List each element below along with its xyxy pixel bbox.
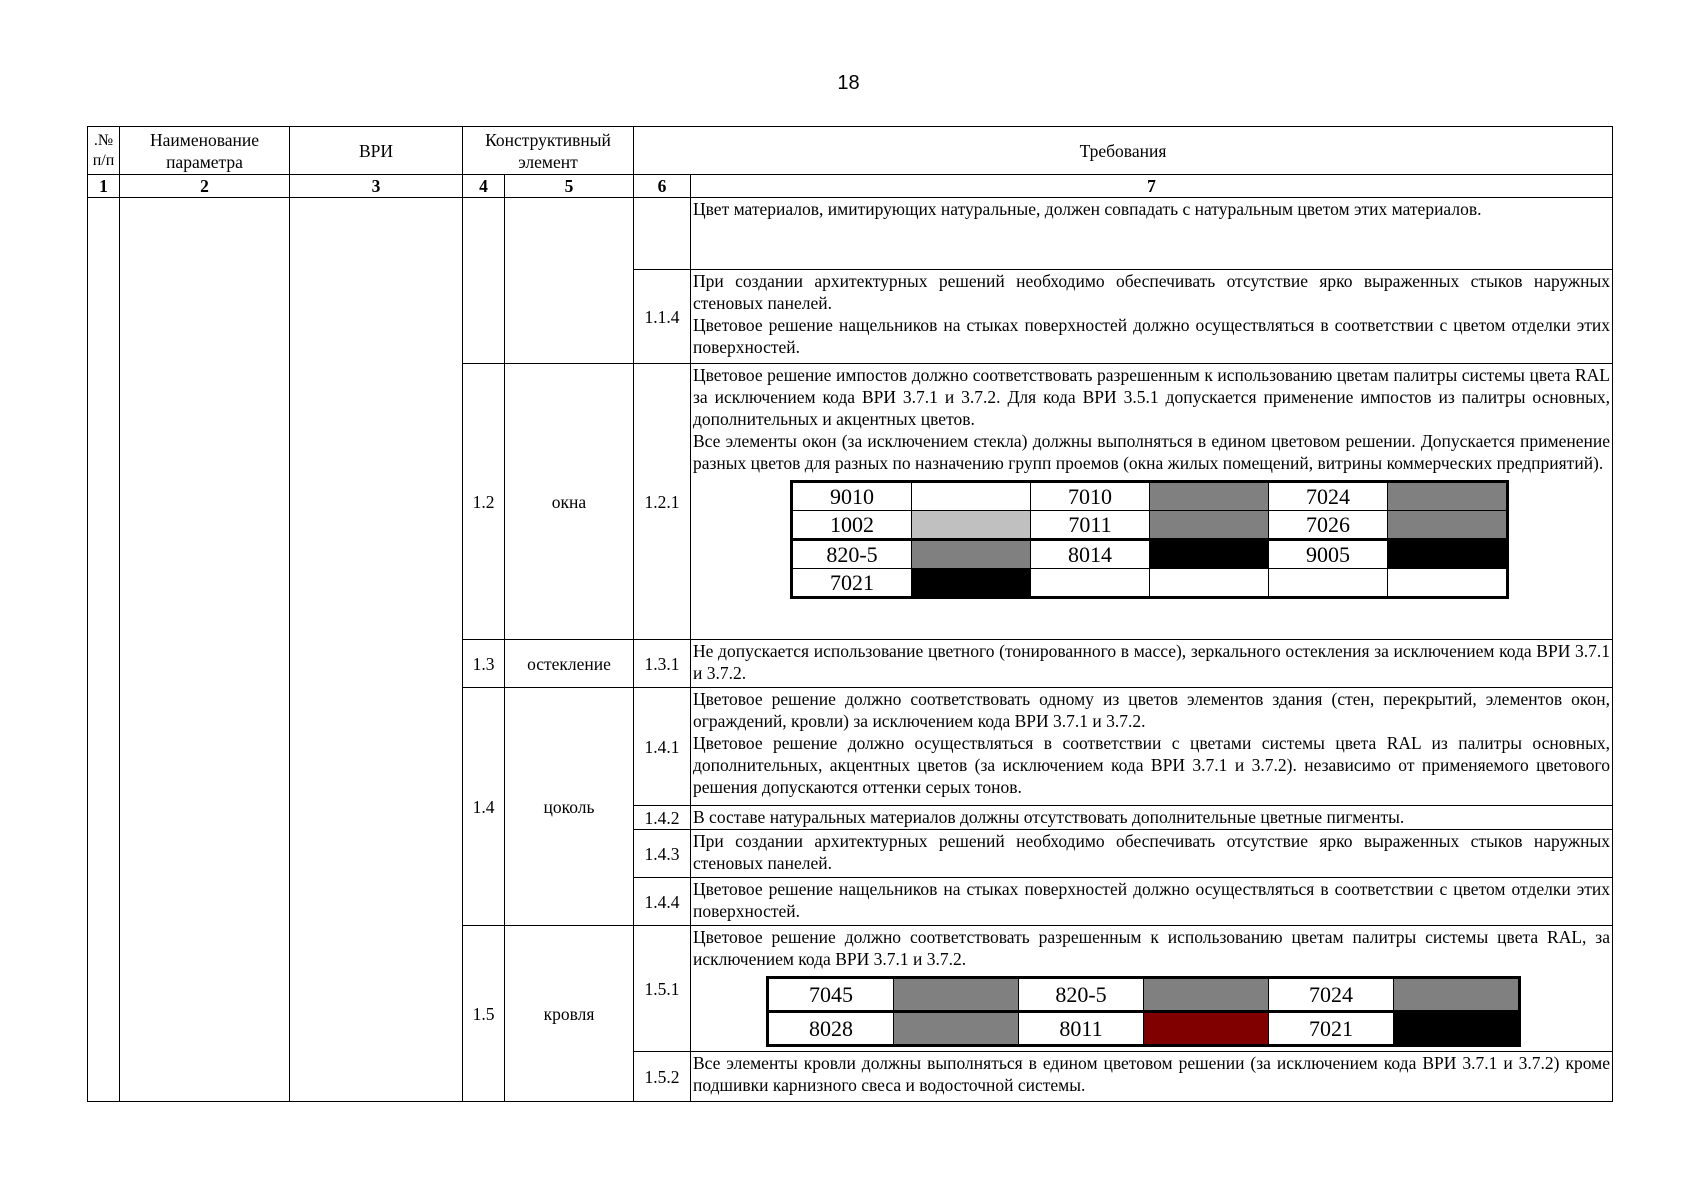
color-swatch	[894, 1012, 1019, 1046]
ral-code	[1031, 569, 1150, 598]
column-number: 4	[463, 175, 505, 198]
requirement-paragraph: Цветовое решение импостов должно соответствовать разрешенным к использованию цветам палитры системы цвета RAL за исключением кода ВРИ 3.7.1 и 3.7.2. Для кода ВРИ 3.5.1 допускается применение импостов из палитры основных, дополнительных и акцентных цветов.	[693, 365, 1610, 429]
ral-code: 9005	[1269, 540, 1388, 569]
palette-row	[792, 540, 1508, 569]
color-swatch	[1144, 978, 1269, 1012]
column-number: 6	[634, 175, 691, 198]
table-row	[88, 198, 1613, 270]
requirement-text	[691, 364, 1613, 640]
requirement-paragraph: Цветовое решение должно соответствовать одному из цветов элементов здания (стен, перекрытий, элементов окон, ограждений, кровли) за исключением кода ВРИ 3.7.1 и 3.7.2.	[693, 689, 1610, 731]
header-num: .№ п/п	[88, 127, 120, 175]
requirement-paragraph: Цветовое решение должно соответствовать разрешенным к использованию цветам палитры системы цвета RAL, за исключением кода ВРИ 3.7.1 и 3.7.2.	[693, 927, 1610, 969]
element-number: 1.5	[463, 926, 505, 1102]
element-number: 1.2	[463, 364, 505, 640]
header-row	[88, 127, 1613, 175]
requirement-paragraph: При создании архитектурных решений необходимо обеспечивать отсутствие ярко выраженных стыков наружных стеновых панелей.	[693, 271, 1610, 313]
requirement-paragraph: Цветовое решение нащельников на стыках поверхностей должно осуществляться в соответствии с цветом отделки этих поверхностей.	[693, 315, 1610, 357]
ral-code: 7021	[792, 569, 912, 598]
requirement-code: 1.5.2	[634, 1052, 691, 1102]
requirement-text	[691, 926, 1613, 1052]
color-swatch	[1388, 482, 1508, 511]
cell-name-empty	[120, 198, 290, 1102]
color-swatch	[1150, 511, 1269, 540]
page-number: 18	[837, 72, 860, 94]
element-name: остекление	[505, 640, 634, 688]
element-name: окна	[505, 364, 634, 640]
requirement-paragraph: Цветовое решение должно осуществляться в соответствии с цветами системы цвета RAL из палитры основных, дополнительных, акцентных цветов (за исключением кода ВРИ 3.7.1 и 3.7.2). независимо от применяемого цветового решения допускаются оттенки серых тонов.	[693, 733, 1610, 797]
color-swatch	[1388, 569, 1508, 598]
column-number: 3	[290, 175, 463, 198]
header-requirements: Требования	[634, 127, 1613, 175]
requirement-code: 1.4.3	[634, 830, 691, 878]
ral-code: 7011	[1031, 511, 1150, 540]
cell-vri-empty	[290, 198, 463, 1102]
color-swatch	[1150, 540, 1269, 569]
requirement-text: Все элементы кровли должны выполняться в едином цветовом решении (за исключением кода ВРИ 3.7.1 и 3.7.2) кроме подшивки карнизного свеса и водосточной системы.	[691, 1052, 1613, 1102]
ral-code: 9010	[792, 482, 912, 511]
requirement-code: 1.3.1	[634, 640, 691, 688]
palette-row	[792, 482, 1508, 511]
palette-table	[790, 480, 1509, 599]
ral-code: 8011	[1019, 1012, 1144, 1046]
ral-code: 7024	[1269, 482, 1388, 511]
header-element: Конструктивный элемент	[463, 127, 634, 175]
requirements-table	[87, 126, 1613, 1102]
column-number: 1	[88, 175, 120, 198]
color-swatch	[1150, 569, 1269, 598]
color-swatch	[912, 569, 1031, 598]
ral-code: 820-5	[1019, 978, 1144, 1012]
requirement-code: 1.4.2	[634, 806, 691, 830]
column-numbers-row	[88, 175, 1613, 198]
ral-code: 7026	[1269, 511, 1388, 540]
cell-element-name-empty	[505, 198, 634, 364]
element-number: 1.3	[463, 640, 505, 688]
ral-palette-windows	[693, 474, 1610, 601]
requirement-text: Цветовое решение нащельников на стыках поверхностей должно осуществляться в соответствии с цветом отделки этих поверхностей.	[691, 878, 1613, 926]
ral-code: 7010	[1031, 482, 1150, 511]
ral-code: 7045	[768, 978, 894, 1012]
requirement-text: Цвет материалов, имитирующих натуральные, должен совпадать с натуральным цветом этих материалов.	[691, 198, 1613, 270]
requirement-text	[691, 270, 1613, 364]
requirement-text: В составе натуральных материалов должны отсутствовать дополнительные цветные пигменты.	[691, 806, 1613, 830]
requirement-text: При создании архитектурных решений необходимо обеспечивать отсутствие ярко выраженных стыков наружных стеновых панелей.	[691, 830, 1613, 878]
color-swatch	[1394, 1012, 1520, 1046]
header-name: Наименование параметра	[120, 127, 290, 175]
column-number: 5	[505, 175, 634, 198]
requirement-code: 1.4.1	[634, 688, 691, 806]
ral-palette-roof	[693, 970, 1610, 1049]
color-swatch	[1388, 540, 1508, 569]
ral-code: 1002	[792, 511, 912, 540]
requirement-code: 1.4.4	[634, 878, 691, 926]
column-number: 2	[120, 175, 290, 198]
color-swatch	[912, 540, 1031, 569]
ral-code: 820-5	[792, 540, 912, 569]
palette-row	[792, 569, 1508, 598]
requirement-text: Не допускается использование цветного (тонированного в массе), зеркального остекления за исключением кода ВРИ 3.7.1 и 3.7.2.	[691, 640, 1613, 688]
element-name: цоколь	[505, 688, 634, 926]
ral-code: 7021	[1269, 1012, 1394, 1046]
ral-code: 8014	[1031, 540, 1150, 569]
ral-code	[1269, 569, 1388, 598]
color-swatch	[912, 511, 1031, 540]
ral-code: 8028	[768, 1012, 894, 1046]
requirement-text	[691, 688, 1613, 806]
requirement-code: 1.2.1	[634, 364, 691, 640]
color-swatch	[1150, 482, 1269, 511]
color-swatch	[1394, 978, 1520, 1012]
element-number: 1.4	[463, 688, 505, 926]
element-name: кровля	[505, 926, 634, 1102]
color-swatch	[1144, 1012, 1269, 1046]
column-number: 7	[691, 175, 1613, 198]
palette-row	[768, 978, 1520, 1012]
requirement-paragraph: Все элементы окон (за исключением стекла) должны выполняться в едином цветовом решении. Допускается применение разных цветов для разных по назначению групп проемов (окна жилых помещений, витрины коммерческих предприятий).	[693, 431, 1610, 473]
cell-code-empty	[634, 198, 691, 270]
cell-num-empty	[88, 198, 120, 1102]
ral-code: 7024	[1269, 978, 1394, 1012]
header-vri: ВРИ	[290, 127, 463, 175]
palette-row	[768, 1012, 1520, 1046]
palette-row	[792, 511, 1508, 540]
requirement-code: 1.1.4	[634, 270, 691, 364]
requirement-code: 1.5.1	[634, 926, 691, 1052]
color-swatch	[1388, 511, 1508, 540]
cell-element-num-empty	[463, 198, 505, 364]
color-swatch	[894, 978, 1019, 1012]
palette-table	[766, 976, 1521, 1047]
color-swatch	[912, 482, 1031, 511]
